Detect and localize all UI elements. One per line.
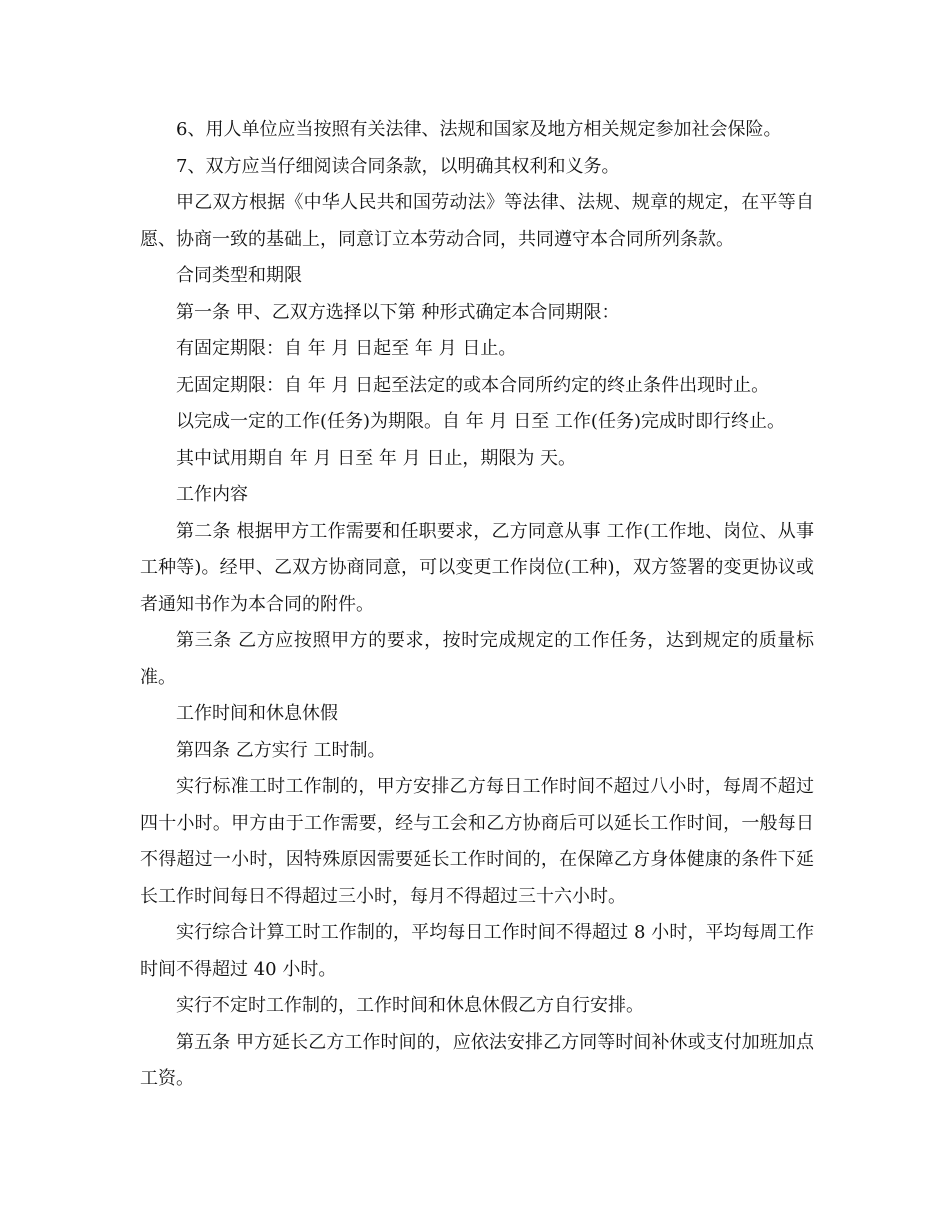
section-heading-contract-type: 合同类型和期限 (176, 265, 302, 286)
paragraph-probation: 其中试用期自 年 月 日至 年 月 日止，期限为 天。 (176, 447, 577, 469)
paragraph-comprehensive-hours: 实行综合计算工时工作制的，平均每日工作时间不得超过 8 小时，平均每周工作时间不得超过 40 小时。 (140, 922, 814, 980)
paragraph-article-1: 第一条 甲、乙双方选择以下第 种形式确定本合同期限： (176, 301, 620, 323)
paragraph-task-term: 以完成一定的工作(任务)为期限。自 年 月 日至 工作(任务)完成时即行终止。 (176, 411, 785, 432)
paragraph-clause-6-social-insurance: 6、用人单位应当按照有关法律、法规和国家及地方相关规定参加社会保险。 (176, 119, 782, 140)
paragraph-open-term: 无固定期限：自 年 月 日起至法定的或本合同所约定的终止条件出现时止。 (176, 374, 770, 396)
paragraph-article-5: 第五条 甲方延长乙方工作时间的，应依法安排乙方同等时间补休或支付加班加点工资。 (140, 1031, 814, 1089)
paragraph-article-4: 第四条 乙方实行 工时制。 (176, 739, 386, 761)
paragraph-clause-7-read-terms: 7、双方应当仔细阅读合同条款，以明确其权利和义务。 (176, 155, 620, 177)
section-heading-work-content: 工作内容 (176, 484, 248, 505)
section-heading-working-hours: 工作时间和休息休假 (176, 703, 338, 724)
paragraph-article-3: 第三条 乙方应按照甲方的要求，按时完成规定的工作任务，达到规定的质量标准。 (140, 630, 814, 688)
paragraph-article-2: 第二条 根据甲方工作需要和任职要求，乙方同意从事 工作(工作地、岗位、从事工种等)。经甲、乙双方协商同意，可以变更工作岗位(工种)，双方签署的变更协议或者通知书作为本合同的附件。 (140, 520, 814, 615)
paragraph-flexible-hours: 实行不定时工作制的，工作时间和休息休假乙方自行安排。 (176, 995, 644, 1016)
paragraph-preamble: 甲乙双方根据《中华人民共和国劳动法》等法律、法规、规章的规定，在平等自愿、协商一致的基础上，同意订立本劳动合同，共同遵守本合同所列条款。 (140, 192, 814, 250)
paragraph-standard-hours: 实行标准工时工作制的，甲方安排乙方每日工作时间不超过八小时，每周不超过四十小时。甲方由于工作需要，经与工会和乙方协商后可以延长工作时间，一般每日不得超过一小时，因特殊原因需要延长工作时间的，在保障乙方身体健康的条件下延长工作时间每日不得超过三小时，每月不得超过三十六小时。 (140, 776, 814, 907)
document-body (140, 112, 814, 1098)
paragraph-fixed-term: 有固定期限：自 年 月 日起至 年 月 日止。 (176, 338, 517, 359)
